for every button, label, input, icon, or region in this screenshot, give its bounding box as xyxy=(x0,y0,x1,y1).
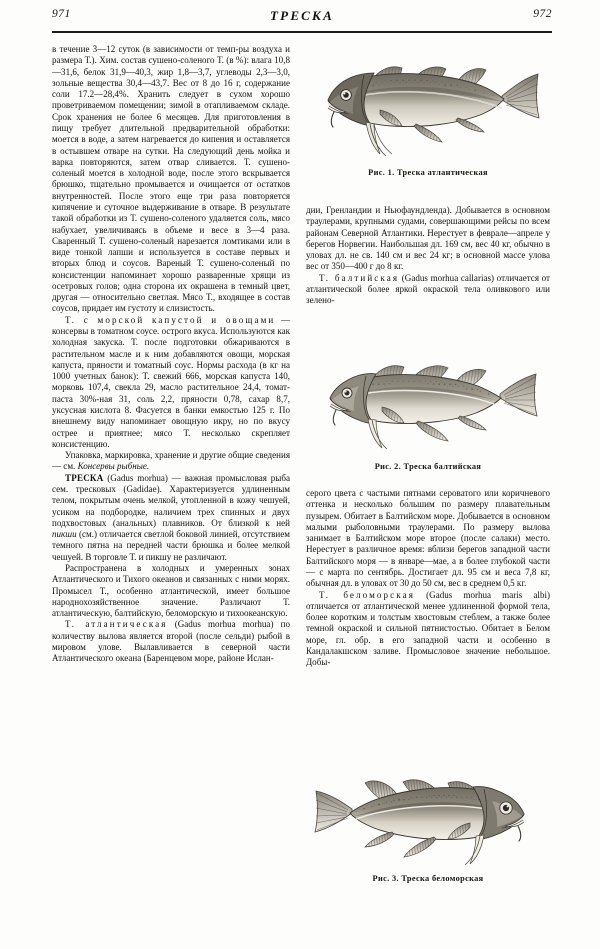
figure-caption: Рис. 1. Треска атлантическая xyxy=(368,168,488,177)
spaced-lead-in: Т. с морской капустой и овощами xyxy=(65,314,276,325)
right-column-upper xyxy=(306,205,550,307)
folio-right: 972 xyxy=(533,8,552,20)
figure-caption: Рис. 3. Треска беломорская xyxy=(372,874,484,883)
paragraph-text: Распространена в холодных и умеренных зонах Атлантического и Тихого океанов и связанных с ними морях. Промысел Т., особенно атлантической, имеет большое народнохозяйственное значение. Различают Т. атлантическую, балтийскую, беломорскую и тихоокеанскую. xyxy=(52,562,290,619)
paragraph-white-sea-cod xyxy=(306,590,550,669)
figure-caption: Рис. 2. Треска балтийская xyxy=(374,462,482,471)
paragraph-baltic-cod xyxy=(306,273,550,307)
paragraph-text: (Gadus morhua maris albi) отличается от атлантической менее удлиненной формой тела, более коротким и толстым хвостовым стеблем, а также более темной окраской и сильной пятнистостью. Обитает в Белом море, гл. обр. в его западной части и особенно в Кандалакшском заливе. Промысловое значение небольшое. Добы- xyxy=(306,589,550,668)
paragraph-text: (Gadus morhua morhua) по количеству вылова является второй (после сельди) рыбой в мировом улове. Вылавливается в северной части Атлантического океана (Баренцевом море, районе Ислан- xyxy=(52,619,290,664)
paragraph-text: Упаковка, маркировка, хранение и другие общие сведения — см. xyxy=(52,450,290,472)
spaced-lead-in: Т. балтийская xyxy=(319,272,400,283)
figure-2 xyxy=(306,348,550,471)
right-column-lower xyxy=(306,488,550,669)
paragraph-distribution xyxy=(52,563,290,619)
folio-left: 971 xyxy=(52,8,71,20)
running-head xyxy=(52,8,552,30)
paragraph-canned-cod xyxy=(52,315,290,450)
cross-reference: Консервы рыбные. xyxy=(77,461,150,472)
spaced-lead-in: Т. атлантическая xyxy=(65,619,168,630)
left-column xyxy=(52,44,290,664)
atlantic-cod-illustration xyxy=(306,44,550,166)
paragraph-continuation xyxy=(52,44,290,315)
page-title: ТРЕСКА xyxy=(270,8,334,23)
figure-3 xyxy=(306,762,550,883)
paragraph-text: — консервы в томатном соусе. острого вкуса. Используются как холодная закуска. Т. после подготовки обжариваются в растительном масле и к ним добавляются овощи, морская капуста, пряности и томатный соус. Нормы расхода (в кг на 1000 учетных банок): Т. свежий 666, морская капуста 140, морковь 107,4, свекла 29, масло растительное 24,4, томат-паста 30%-ная 31, соль 2,2, пряности 0,78, сахар 8,7, уксусная кислота 8. Фасуется в банки емкостью 125 г. По внешнему виду напоминает овощную икру, но по вкусу острее и приятнее; мясо Т. несколько скрепляет консистенцию. xyxy=(52,314,291,449)
spaced-lead-in: Т. беломорская xyxy=(319,589,416,600)
cross-reference: пикши xyxy=(52,529,77,540)
paragraph-text: серого цвета с частыми пятнами сероватого или коричневого оттенка и несколько бо́льшим по размеру плавательным пузырем. Обитает в Балтийском море. Добывается в основном малыми рыболовными траулерами. По размеру вылова занимает в Балтийском море второе (после салаки) место. Нерестует в различное время: вблизи берегов западной части Балтийского моря — в январе—мае, а в более глубокой части — с марта по сентябрь. Достигает дл. 95 см и веса 7,8 кг, обычная дл. в уловах от 30 до 50 см, вес в среднем 0,5 кг. xyxy=(306,488,550,589)
paragraph-headword-entry xyxy=(52,473,290,563)
paragraph-text: (Gadus morhua callarias) отличается от атлантической более яркой окраской тела оливкового или зелено- xyxy=(306,272,550,306)
figure-1 xyxy=(306,44,550,177)
paragraph-packaging xyxy=(52,450,290,473)
paragraph-baltic-cod-cont xyxy=(306,488,550,590)
paragraph-atlantic-cod-cont xyxy=(306,205,550,273)
baltic-cod-illustration xyxy=(306,348,550,460)
white-sea-cod-illustration xyxy=(306,762,550,872)
paragraph-text: дии, Гренландии и Ньюфаундленда). Добывается в основном траулерами, крупными судами, совершающими рейсы по всем районам Северной Атлантики. Нерестует в феврале—апреле у берегов Норвегии. Наибольшая дл. 169 см, вес 40 кг, обычно в уловах дл. не св. 140 см и вес 24 кг; в основной массе улова вес от 350—400 г до 8 кг. xyxy=(306,205,550,272)
header-rule xyxy=(52,31,552,33)
paragraph-text: (Gadus morhua) — важная промысловая рыба сем. тресковых (Gadidae). Характеризуется удлиненным телом, покрытым очень мелкой, утопленной в кожу чешуей, усиком на подбородке, наличием трех спинных и двух подхвостовых (анальных) плавников. От близкой к ней xyxy=(52,472,290,528)
headword: ТРЕСКА xyxy=(65,472,104,483)
paragraph-atlantic-cod xyxy=(52,619,290,664)
paragraph-text: в течение 3—12 суток (в зависимости от темп-ры воздуха и размера Т.). Хим. состав сушено-соленого Т. (в %): влага 10,8—31,6, белок 31,9—40,3, жир 1,8—3,7, углеводы 2,3—3,0, зольные вещества 30,4—43,7. Вес от 8 до 16 г, содержание соли 17.2—28,4%. Хранить следует в сухом хорошо проветриваемом помещении; зимой в отапливаемом складе. Срок хранения не более 6 месяцев. Для приготовления в пищу требует длительной предварительной обработки: моется в воде, а затем нагревается до кипения и оставляется в остывшем отваре на сутки. На следующий день мойка и варка повторяются, затем отвар сливается. Т. сушено-соленый моется в холодной воде, после этого вскрывается брюшко, тщательно промывается и очищается от остатков внутренностей. После этого еще три раза повторяется кипячение и суточное выдерживание в отваре. В результате такой обработки из Т. сушено-соленого удаляется соль, мясо набухает, увеличиваясь в объеме и весе в 3—4 раза. Сваренный Т. сушено-соленый нарезается ломтиками или в виде тонкой лапши и используется в составе первых и вторых блюд и соусов. Вареный Т. сушено-соленый по консистенции напоминает хорошо разваренные хрящи из осетровых голов; одна сторона их окрашена в темный цвет, другая — относительно светлая. Мясо Т., входящее в состав соусов, придает им густоту и слизистость. xyxy=(52,44,290,314)
paragraph-text: (см.) отличается светлой боковой линией, отсутствием темного пятна на передней части брюшка и более мелкой чешуей. В торговле Т. и пикшу не различают. xyxy=(52,529,290,562)
